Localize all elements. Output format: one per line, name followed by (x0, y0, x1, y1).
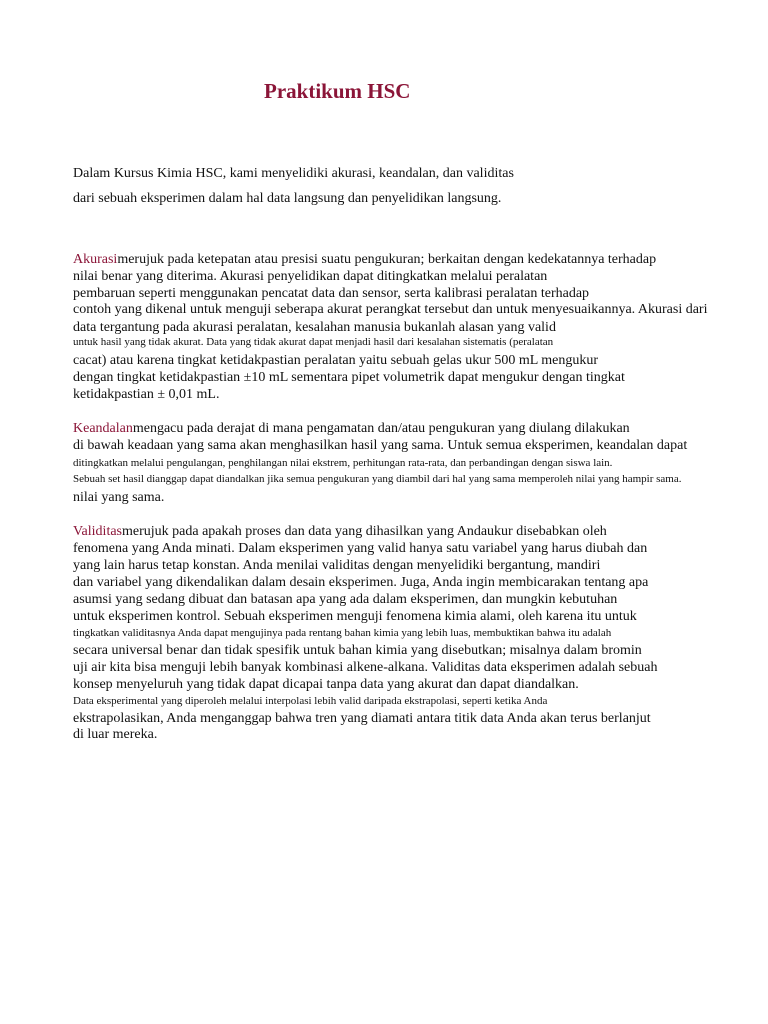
keandalan-line: di bawah keadaan yang sama akan menghasilkan hasil yang sama. Untuk semua eksperimen, keandalan dapat (73, 438, 688, 453)
validitas-line: konsep menyeluruh yang tidak dapat dicapai tanpa data yang akurat dan dapat diandalkan. (73, 677, 579, 692)
page-title: Praktikum HSC (264, 79, 411, 103)
akurasi-line: nilai benar yang diterima. Akurasi penyelidikan dapat ditingkatkan melalui peralatan (73, 269, 548, 284)
validitas-line: yang lain harus tetap konstan. Anda menilai validitas dengan menyelidiki bergantung, mandiri (73, 558, 601, 573)
akurasi-line: contoh yang dikenal untuk menguji seberapa akurat perangkat tersebut dan untuk menyesuaikannya. Akurasi dari (73, 302, 708, 317)
keandalan-line (73, 421, 630, 437)
validitas-line: ekstrapolasikan, Anda menganggap bahwa tren yang diamati antara titik data Anda akan terus berlanjut (73, 711, 651, 726)
akurasi-line: cacat) atau karena tingkat ketidakpastian peralatan yaitu sebuah gelas ukur 500 mL mengukur (73, 353, 599, 368)
akurasi-line-text: merujuk pada ketepatan atau presisi suatu pengukuran; berkaitan dengan kedekatannya terhadap (117, 252, 657, 267)
akurasi-line: dengan tingkat ketidakpastian ±10 mL sementara pipet volumetrik dapat mengukur dengan tingkat (73, 370, 625, 385)
intro-line: Dalam Kursus Kimia HSC, kami menyelidiki akurasi, keandalan, dan validitas (73, 166, 514, 181)
akurasi-line: pembaruan seperti menggunakan pencatat data dan sensor, serta kalibrasi peralatan terhadap (73, 286, 590, 301)
keandalan-line-text: mengacu pada derajat di mana pengamatan dan/atau pengukuran yang diulang dilakukan (132, 421, 630, 436)
validitas-line: di luar mereka. (73, 727, 158, 742)
validitas-line: secara universal benar dan tidak spesifik untuk bahan kimia yang disebutkan; misalnya dalam bromin (73, 643, 642, 658)
akurasi-term: Akurasi (73, 252, 118, 267)
keandalan-line: Sebuah set hasil dianggap dapat diandalkan jika semua pengukuran yang diambil dari hal yang sama memperoleh nilai yang hampir sama. (73, 473, 682, 485)
validitas-term: Validitas (73, 524, 122, 539)
validitas-line (73, 524, 607, 540)
validitas-line: fenomena yang Anda minati. Dalam eksperimen yang valid hanya satu variabel yang harus diubah dan (73, 541, 648, 556)
keandalan-line: ditingkatkan melalui pengulangan, penghilangan nilai ekstrem, perhitungan rata-rata, dan perbandingan dengan siswa lain. (73, 457, 613, 469)
validitas-line: dan variabel yang dikendalikan dalam desain eksperimen. Juga, Anda ingin membicarakan tentang apa (73, 575, 649, 590)
keandalan-term: Keandalan (73, 421, 133, 436)
validitas-line: Data eksperimental yang diperoleh melalui interpolasi lebih valid daripada ekstrapolasi, seperti ketika Anda (73, 695, 548, 707)
keandalan-line: nilai yang sama. (73, 490, 165, 505)
validitas-line-text: merujuk pada apakah proses dan data yang dihasilkan yang Andaukur disebabkan oleh (122, 524, 607, 539)
akurasi-line: ketidakpastian ± 0,01 mL. (73, 387, 220, 402)
validitas-line: tingkatkan validitasnya Anda dapat mengujinya pada rentang bahan kimia yang lebih luas, membuktikan bahwa itu adalah (73, 627, 612, 639)
akurasi-line: data tergantung pada akurasi peralatan, kesalahan manusia bukanlah alasan yang valid (73, 320, 556, 335)
intro-line: dari sebuah eksperimen dalam hal data langsung dan penyelidikan langsung. (73, 191, 502, 206)
validitas-line: uji air kita bisa menguji lebih banyak kombinasi alkene-alkana. Validitas data eksperimen adalah sebuah (73, 660, 658, 675)
validitas-line: asumsi yang sedang dibuat dan batasan apa yang ada dalam eksperimen, dan mungkin kebutuhan (73, 592, 618, 607)
validitas-line: untuk eksperimen kontrol. Sebuah eksperimen menguji fenomena kimia alami, oleh karena itu untuk (73, 609, 637, 624)
akurasi-line (73, 252, 656, 268)
akurasi-line: untuk hasil yang tidak akurat. Data yang tidak akurat dapat menjadi hasil dari kesalahan sistematis (peralatan (73, 336, 554, 348)
